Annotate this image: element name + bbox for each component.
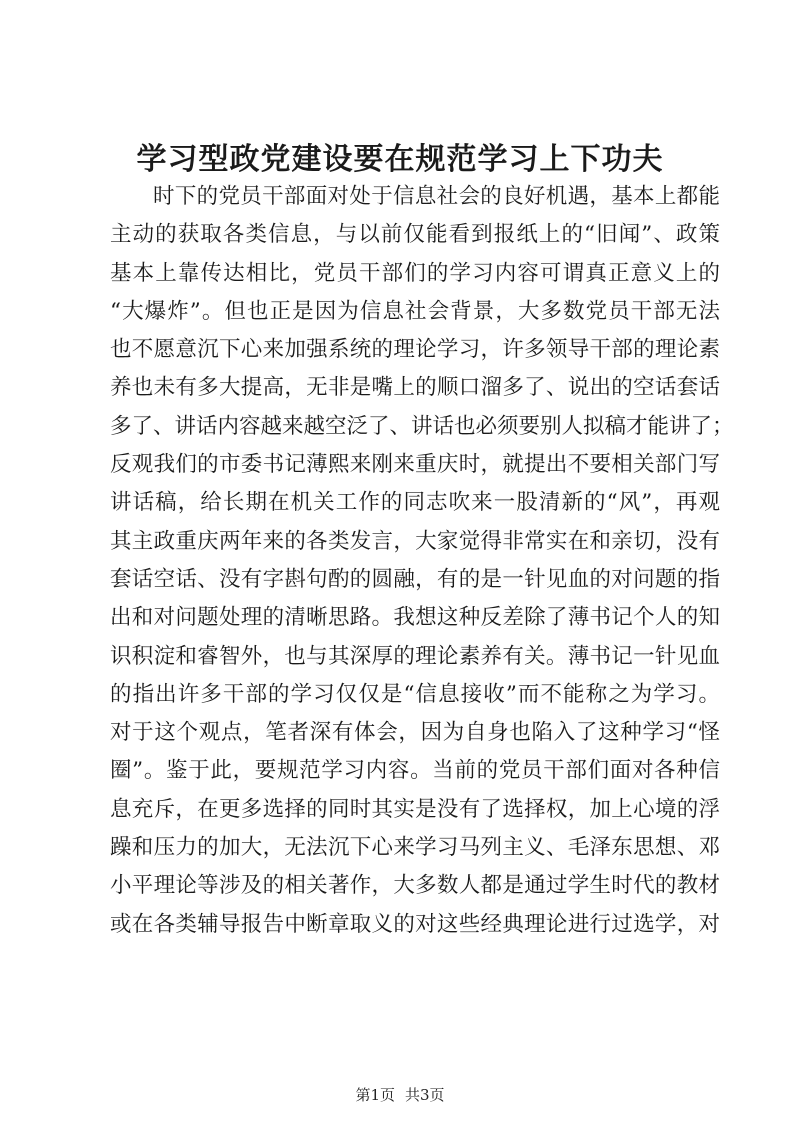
body-line: 躁和压力的加大，无法沉下心来学习马列主义、毛泽东思想、邓 <box>110 835 720 861</box>
body-line: 或在各类辅导报告中断章取义的对这些经典理论进行过选学，对 <box>110 911 720 937</box>
document-title: 学习型政党建设要在规范学习上下功夫 <box>136 142 664 177</box>
body-line: 对于这个观点，笔者深有体会，因为自身也陷入了这种学习“怪 <box>110 720 720 746</box>
page-footer <box>0 1085 800 1105</box>
page-total: 共3页 <box>405 1086 445 1104</box>
body-line: “大爆炸”。但也正是因为信息社会背景，大多数党员干部无法 <box>110 298 720 324</box>
body-line: 养也未有多大提高，无非是嘴上的顺口溜多了、说出的空话套话 <box>110 375 720 401</box>
body-line: 也不愿意沉下心来加强系统的理论学习，许多领导干部的理论素 <box>110 337 720 363</box>
body-line: 时下的党员干部面对处于信息社会的良好机遇，基本上都能 <box>153 184 720 209</box>
body-line: 套话空话、没有字斟句酌的圆融，有的是一针见血的对问题的指 <box>110 566 720 592</box>
document-body <box>110 178 734 944</box>
page-number: 第1页 <box>355 1086 395 1104</box>
body-line: 识积淀和睿智外，也与其深厚的理论素养有关。薄书记一针见血 <box>110 643 720 669</box>
body-line: 息充斥，在更多选择的同时其实是没有了选择权，加上心境的浮 <box>110 796 720 822</box>
body-line: 基本上靠传达相比，党员干部们的学习内容可谓真正意义上的 <box>110 260 720 286</box>
body-line: 出和对问题处理的清晰思路。我想这种反差除了薄书记个人的知 <box>110 605 720 631</box>
body-line: 其主政重庆两年来的各类发言，大家觉得非常实在和亲切，没有 <box>110 528 720 554</box>
body-line: 主动的获取各类信息，与以前仅能看到报纸上的“旧闻”、政策 <box>110 222 720 248</box>
body-line: 的指出许多干部的学习仅仅是“信息接收”而不能称之为学习。 <box>110 681 720 707</box>
body-line: 反观我们的市委书记薄熙来刚来重庆时，就提出不要相关部门写 <box>110 452 720 478</box>
body-line: 圈”。鉴于此，要规范学习内容。当前的党员干部们面对各种信 <box>110 758 720 784</box>
body-line: 讲话稿，给长期在机关工作的同志吹来一股清新的“风”，再观 <box>110 490 720 516</box>
body-line: 多了、讲话内容越来越空泛了、讲话也必须要别人拟稿才能讲了； <box>110 413 734 439</box>
body-line: 小平理论等涉及的相关著作，大多数人都是通过学生时代的教材 <box>110 873 720 899</box>
